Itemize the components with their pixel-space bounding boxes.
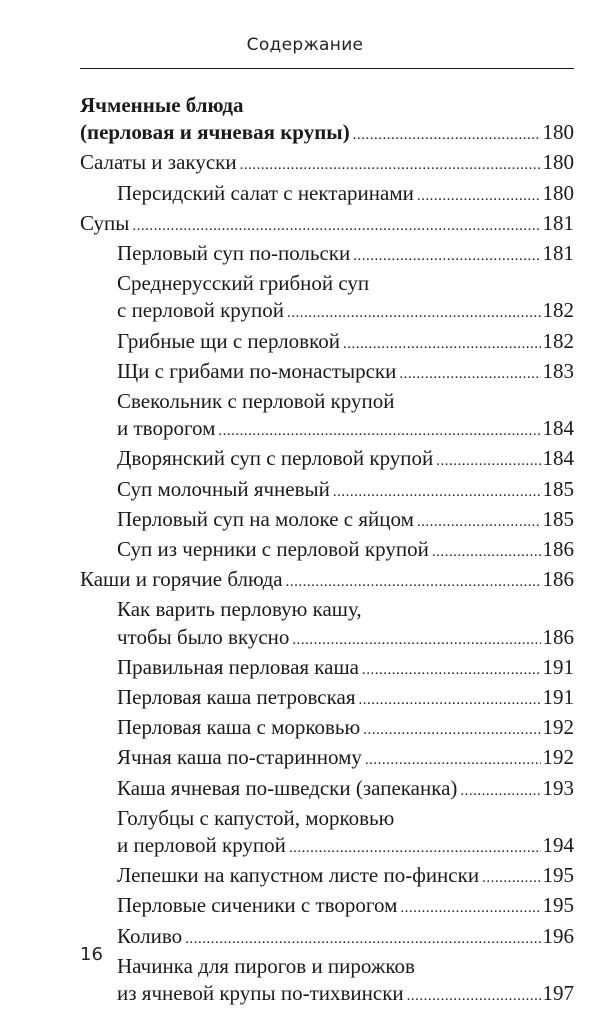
running-header: Содержание <box>246 35 364 55</box>
toc-entry-page: 181 <box>542 210 574 235</box>
dot-leader <box>460 778 540 805</box>
toc-entry[interactable] <box>80 684 574 714</box>
toc-entry[interactable] <box>80 506 574 536</box>
dot-leader <box>362 657 541 684</box>
dot-leader <box>365 747 541 774</box>
toc-entry-page: 183 <box>542 358 574 383</box>
toc-entry[interactable] <box>80 862 574 892</box>
toc-entry[interactable] <box>80 240 574 270</box>
toc-entry[interactable] <box>80 210 574 240</box>
toc-entry[interactable] <box>80 892 574 922</box>
page-number: 16 <box>80 944 103 965</box>
toc-entry[interactable] <box>80 328 574 358</box>
toc-entry-line <box>80 862 574 892</box>
dot-leader <box>289 835 541 862</box>
toc-entry-title: Перловая каша с морковью <box>117 715 361 740</box>
toc-entry-page: 180 <box>542 120 574 145</box>
dot-leader <box>333 479 541 506</box>
toc-entry-page: 193 <box>542 775 574 800</box>
toc-entry[interactable] <box>80 476 574 506</box>
toc-entry[interactable] <box>80 270 574 327</box>
toc-entry-page: 192 <box>542 715 574 740</box>
toc-entry-title: (перловая и ячневая крупы) <box>80 120 350 145</box>
table-of-contents <box>80 92 574 1010</box>
toc-entry[interactable] <box>80 388 574 445</box>
toc-entry-line <box>80 210 574 240</box>
toc-entry-page: 195 <box>542 893 574 918</box>
dot-leader <box>353 122 541 149</box>
toc-entry-title: Как варить перловую кашу, <box>117 597 362 622</box>
dot-leader <box>240 152 541 179</box>
toc-entry-page: 184 <box>542 416 574 441</box>
toc-entry-line <box>80 388 574 415</box>
header-rule <box>80 68 574 69</box>
toc-entry-title: Лепешки на капустном листе по-фински <box>117 863 480 888</box>
toc-entry-title: Ячная каша по-старинному <box>117 745 362 770</box>
toc-entry-line <box>80 654 574 684</box>
toc-entry-line <box>80 476 574 506</box>
toc-entry[interactable] <box>80 596 574 653</box>
toc-entry-line <box>80 270 574 297</box>
dot-leader <box>400 895 540 922</box>
toc-entry-title: Коливо <box>117 923 183 948</box>
toc-entry-title: Начинка для пирогов и пирожков <box>117 953 415 978</box>
toc-entry-line <box>80 832 574 862</box>
toc-entry-title: с перловой крупой <box>117 298 284 323</box>
dot-leader <box>363 717 540 744</box>
toc-entry-title: Салаты и закуски <box>80 150 237 175</box>
toc-entry-title: Перловый суп на молоке с яйцом <box>117 506 414 531</box>
toc-entry-title: Голубцы с капустой, морковью <box>117 805 395 830</box>
toc-entry-line <box>80 415 574 445</box>
toc-entry-page: 197 <box>542 981 574 1006</box>
toc-entry[interactable] <box>80 180 574 210</box>
toc-entry-line <box>80 714 574 744</box>
toc-entry[interactable] <box>80 358 574 388</box>
toc-entry-page: 180 <box>542 150 574 175</box>
toc-entry-line <box>80 358 574 388</box>
toc-entry-page: 196 <box>542 923 574 948</box>
toc-entry[interactable] <box>80 445 574 475</box>
dot-leader <box>436 448 540 475</box>
toc-entry-line <box>80 297 574 327</box>
toc-entry[interactable] <box>80 92 574 149</box>
toc-entry[interactable] <box>80 536 574 566</box>
dot-leader <box>343 331 541 358</box>
toc-entry[interactable] <box>80 923 574 953</box>
dot-leader <box>399 361 540 388</box>
toc-entry-line <box>80 980 574 1010</box>
toc-entry-title: и творогом <box>117 416 216 441</box>
toc-entry[interactable] <box>80 775 574 805</box>
toc-entry-page: 191 <box>542 654 574 679</box>
toc-entry-page: 186 <box>542 624 574 649</box>
toc-entry-line <box>80 775 574 805</box>
toc-entry-line <box>80 892 574 922</box>
toc-entry-line <box>80 328 574 358</box>
toc-entry-line <box>80 92 574 119</box>
toc-entry[interactable] <box>80 654 574 684</box>
toc-entry-title: Персидский салат с нектаринами <box>117 180 414 205</box>
toc-entry-page: 185 <box>542 506 574 531</box>
toc-entry-title: Перловые сиченики с творогом <box>117 893 398 918</box>
toc-entry-line <box>80 953 574 980</box>
toc-entry-page: 186 <box>542 537 574 562</box>
toc-entry-line <box>80 744 574 774</box>
dot-leader <box>286 569 541 596</box>
toc-entry-line <box>80 566 574 596</box>
toc-entry-line <box>80 445 574 475</box>
dot-leader <box>432 539 541 566</box>
toc-entry-title: чтобы было вкусно <box>117 624 290 649</box>
dot-leader <box>358 687 540 714</box>
toc-entry-page: 184 <box>542 446 574 471</box>
toc-entry[interactable] <box>80 805 574 862</box>
toc-entry-line <box>80 149 574 179</box>
toc-entry-line <box>80 923 574 953</box>
toc-entry-title: Суп из черники с перловой крупой <box>117 537 429 562</box>
toc-entry-title: из ячневой крупы по-тихвински <box>117 981 404 1006</box>
toc-entry-title: Супы <box>80 210 130 235</box>
toc-entry-title: Ячменные блюда <box>80 93 244 117</box>
toc-entry[interactable] <box>80 953 574 1010</box>
toc-entry-title: Грибные щи с перловкой <box>117 328 340 353</box>
toc-entry-line <box>80 684 574 714</box>
toc-entry-page: 191 <box>542 685 574 710</box>
toc-entry-line <box>80 506 574 536</box>
toc-entry-title: Перловая каша петровская <box>117 685 356 710</box>
toc-entry[interactable] <box>80 566 574 596</box>
dot-leader <box>417 183 541 210</box>
toc-entry-page: 182 <box>542 328 574 353</box>
toc-entry-title: Перловый суп по-польски <box>117 241 351 266</box>
toc-entry-page: 192 <box>542 745 574 770</box>
toc-entry-page: 186 <box>542 567 574 592</box>
toc-entry-title: Каша ячневая по-шведски (запеканка) <box>117 775 458 800</box>
dot-leader <box>407 983 541 1010</box>
dot-leader <box>417 509 541 536</box>
toc-entry-line <box>80 119 574 149</box>
toc-entry-title: Дворянский суп с перловой крупой <box>117 446 434 471</box>
toc-entry-line <box>80 240 574 270</box>
toc-entry[interactable] <box>80 744 574 774</box>
toc-entry-page: 185 <box>542 476 574 501</box>
toc-entry-page: 182 <box>542 298 574 323</box>
toc-entry-title: Суп молочный ячневый <box>117 476 330 501</box>
toc-entry-title: Каши и горячие блюда <box>80 567 283 592</box>
dot-leader <box>482 865 540 892</box>
toc-entry[interactable] <box>80 714 574 744</box>
dot-leader <box>218 418 540 445</box>
toc-entry-line <box>80 624 574 654</box>
toc-entry-page: 194 <box>542 833 574 858</box>
toc-entry-line <box>80 596 574 623</box>
toc-entry-line <box>80 805 574 832</box>
toc-entry-page: 195 <box>542 863 574 888</box>
toc-entry-page: 181 <box>542 241 574 266</box>
toc-entry[interactable] <box>80 149 574 179</box>
dot-leader <box>132 213 540 240</box>
dot-leader <box>353 243 540 270</box>
toc-entry-title: Правильная перловая каша <box>117 654 359 679</box>
toc-entry-title: Среднерусский грибной суп <box>117 271 370 296</box>
toc-entry-page: 180 <box>542 180 574 205</box>
toc-entry-title: Щи с грибами по-монастырски <box>117 358 397 383</box>
toc-entry-line <box>80 536 574 566</box>
dot-leader <box>292 627 540 654</box>
dot-leader <box>185 926 540 953</box>
toc-entry-title: и перловой крупой <box>117 833 286 858</box>
dot-leader <box>287 300 541 327</box>
toc-entry-title: Свекольник с перловой крупой <box>117 389 395 414</box>
toc-entry-line <box>80 180 574 210</box>
